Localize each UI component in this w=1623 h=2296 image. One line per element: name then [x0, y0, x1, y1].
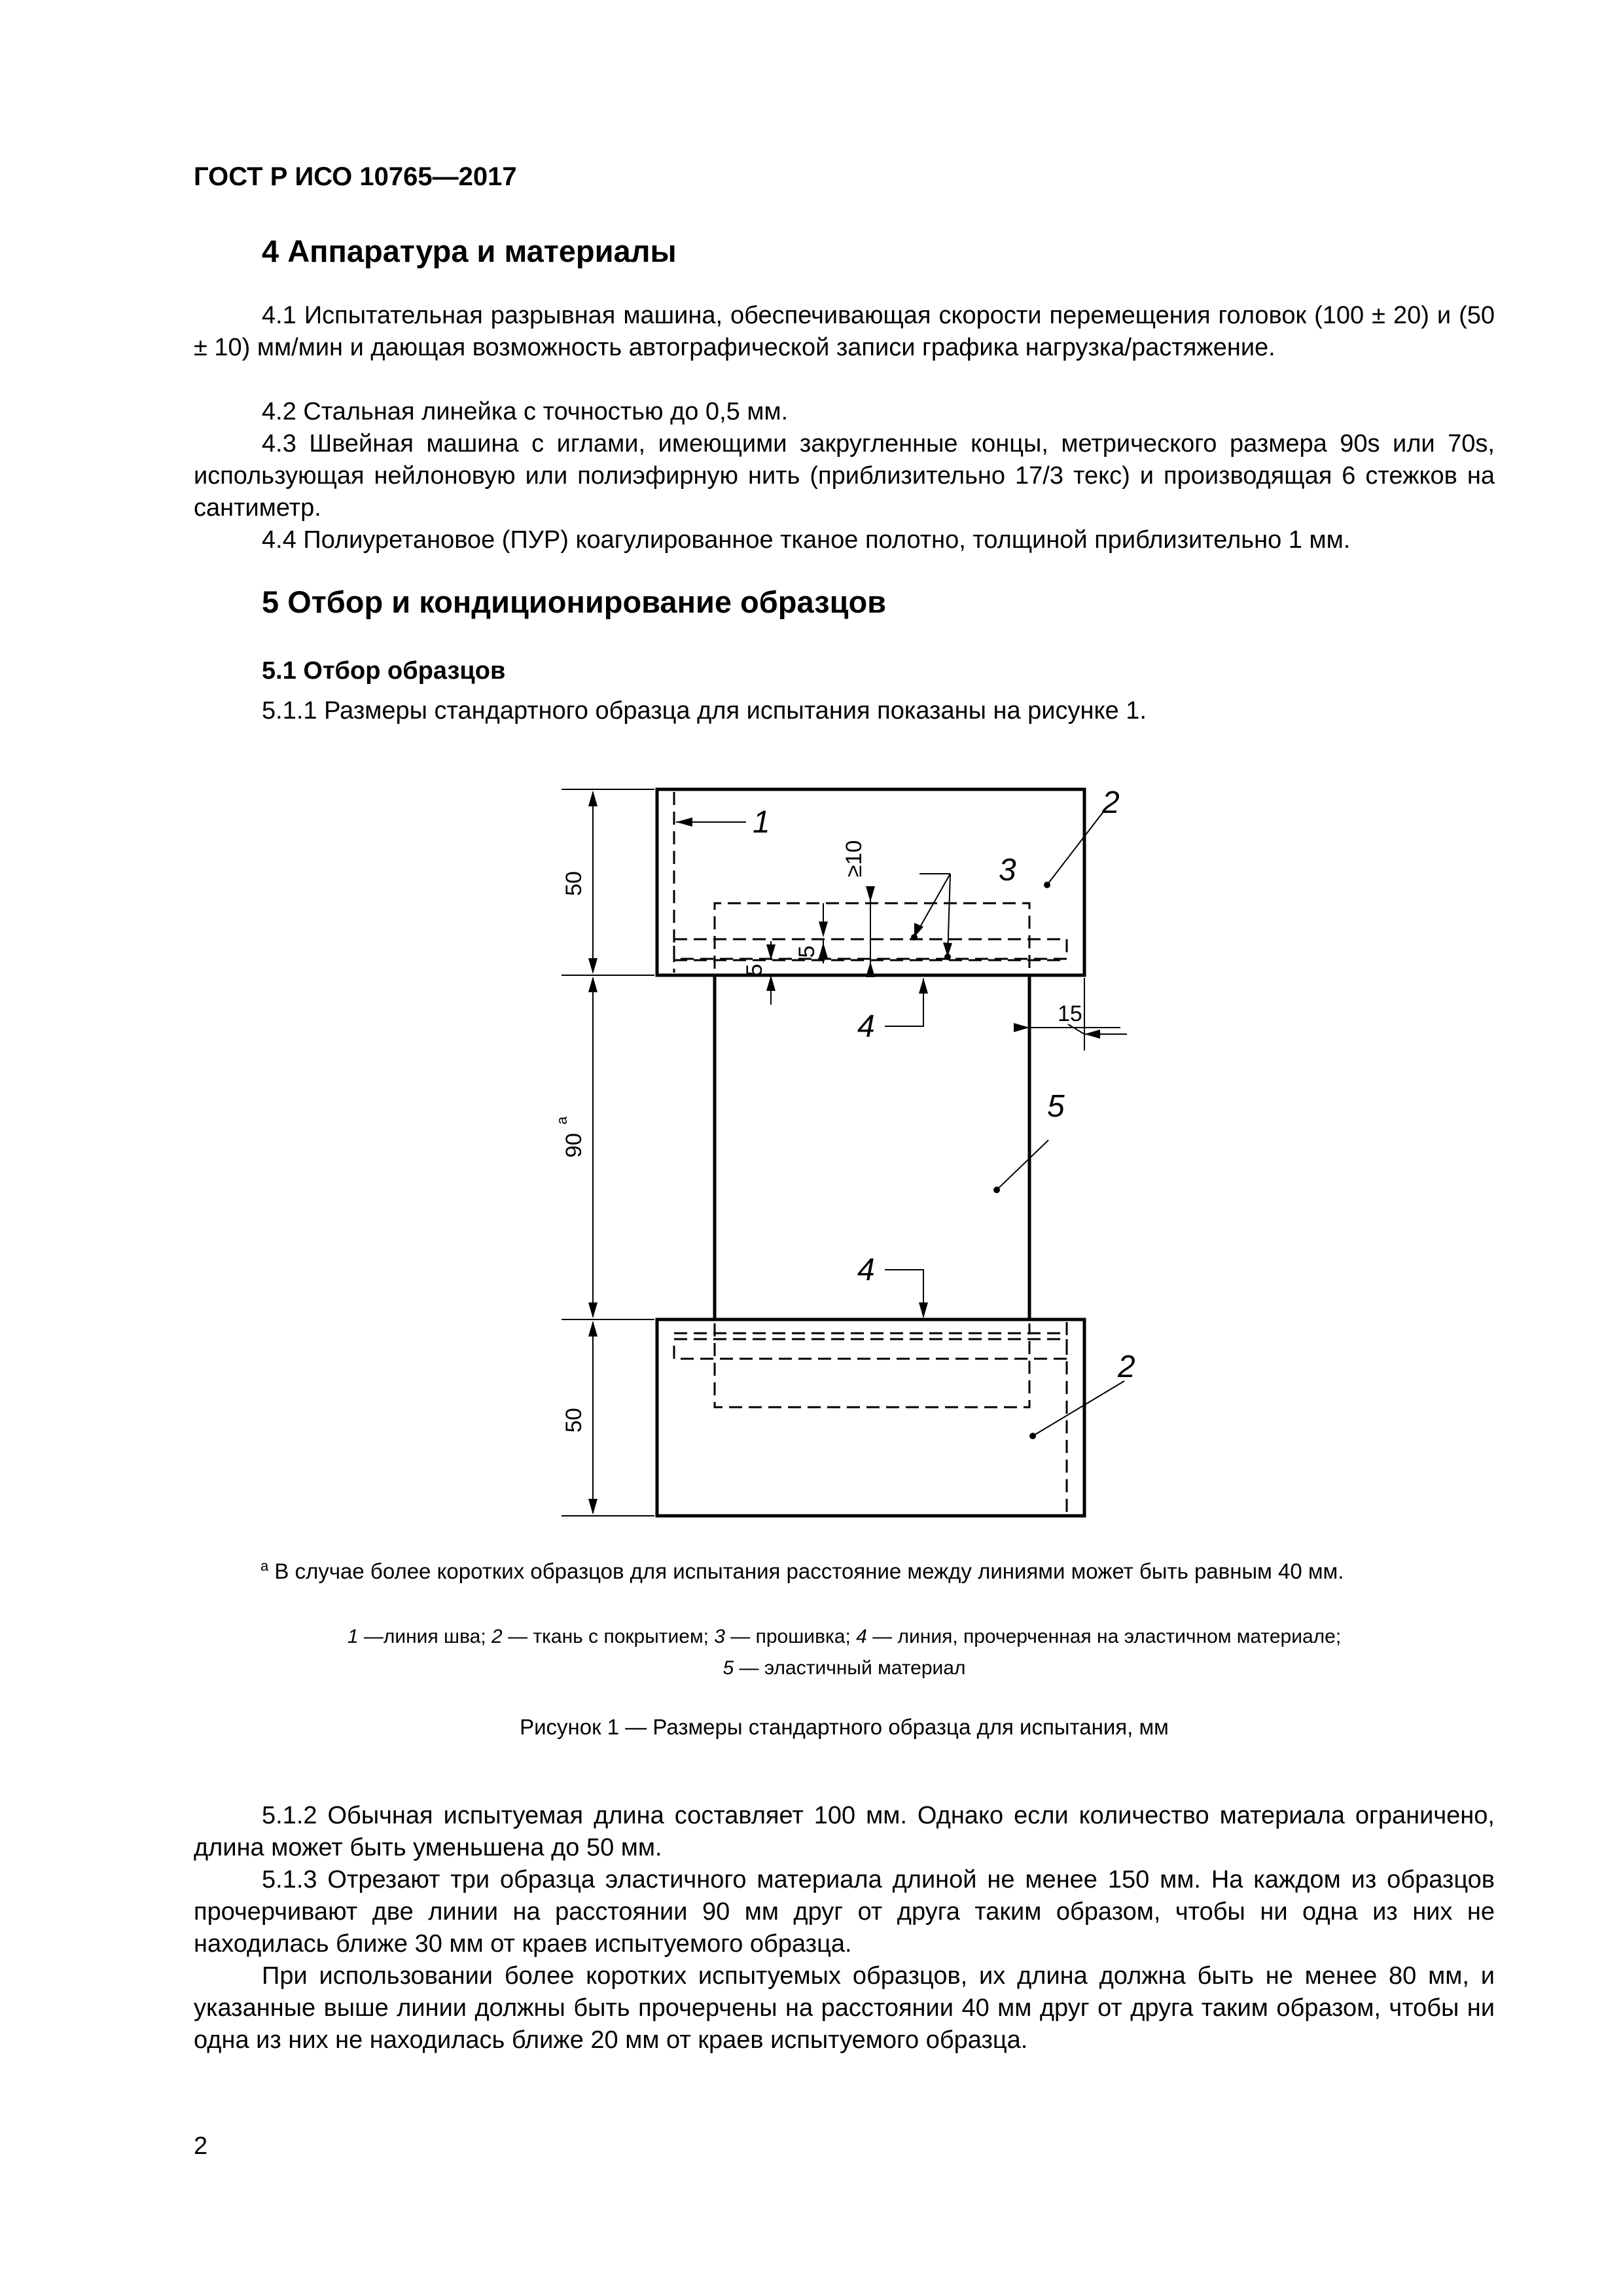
- paragraph-4-4: 4.4 Полиуретановое (ПУР) коагулированное тканое полотно, толщиной приблизительно 1 мм.: [262, 526, 1351, 554]
- note-text: В случае более коротких образцов для испытания расстояние между линиями может быть равным 40 мм.: [274, 1559, 1344, 1583]
- paragraph-4-3: 4.3 Швейная машина с иглами, имеющими закругленные концы, метрического размера 90s или 70s, использующая нейлоновую или полиэфирную нить (приблизительно 17/3 текс) и производящая 6 стежков на сантиметр.: [194, 430, 1495, 522]
- figure-note: [260, 1558, 1344, 1584]
- dim-90: 90: [562, 1133, 586, 1158]
- label-4-top: 4: [857, 1009, 875, 1044]
- dim-10: ≥10: [842, 840, 866, 878]
- leader-4b: [885, 1270, 923, 1317]
- paragraph-5-1-3-cont: При использовании более коротких испытуемых образцов, их длина должна быть не менее 80 мм, и указанные выше линии должны быть прочерчены на расстоянии 40 мм друг от друга таким образом, чтобы ни одна из них не находилась ближе 20 мм от краев испытуемого образца.: [194, 1962, 1495, 2054]
- dim-50-top: 50: [562, 871, 586, 896]
- page-number: 2: [194, 2132, 208, 2160]
- bottom-coated-fabric: [657, 1319, 1084, 1516]
- leader-2a: [1047, 808, 1106, 885]
- paragraph-4-2: 4.2 Стальная линейка с точностью до 0,5 мм.: [262, 398, 789, 425]
- stitch-bottom-strip: [674, 1339, 1067, 1359]
- leader-5: [997, 1140, 1048, 1190]
- key-num-4: 4: [856, 1626, 867, 1647]
- figure-key-line-1: [194, 1621, 1495, 1653]
- paragraph-5-1-2: 5.1.2 Обычная испытуемая длина составляет 100 мм. Однако если количество материала ограничено, длина может быть уменьшена до 50 мм.: [194, 1802, 1495, 1861]
- label-2-top: 2: [1102, 785, 1120, 820]
- key-text-3: — прошивка;: [724, 1626, 857, 1647]
- dim-90-superscript: a: [554, 1116, 570, 1125]
- key-num-3: 3: [714, 1626, 725, 1647]
- label-3: 3: [999, 853, 1016, 888]
- dim-15: 15: [1058, 1001, 1082, 1026]
- label-4-bottom: 4: [857, 1253, 875, 1287]
- dim-5a: 5: [742, 963, 767, 977]
- paragraph-5-1-1: 5.1.1 Размеры стандартного образца для испытания показаны на рисунке 1.: [262, 697, 1147, 725]
- dim-5b: 5: [794, 945, 819, 958]
- key-num-5: 5: [722, 1657, 734, 1679]
- figure-caption: Рисунок 1 — Размеры стандартного образца для испытания, мм: [520, 1715, 1169, 1739]
- figure-arrowheads: [676, 817, 1100, 1439]
- document-id: ГОСТ Р ИСО 10765—2017: [194, 162, 517, 191]
- subsection-5-1-title: 5.1 Отбор образцов: [262, 657, 506, 685]
- key-text-2: — ткань с покрытием;: [502, 1626, 715, 1647]
- section-4-title: 4 Аппаратура и материалы: [262, 234, 677, 268]
- key-text-1: —линия шва;: [358, 1626, 492, 1647]
- figure-key-line-2: [194, 1653, 1495, 1684]
- key-text-4: — линия, прочерченная на эластичном материале;: [866, 1626, 1342, 1647]
- key-num-1: 1: [347, 1626, 359, 1647]
- label-5: 5: [1047, 1089, 1065, 1124]
- key-text-5: — эластичный материал: [734, 1657, 966, 1679]
- section-5-title: 5 Отбор и кондиционирование образцов: [262, 584, 887, 619]
- key-num-2: 2: [491, 1626, 503, 1647]
- leader-2b: [1033, 1381, 1124, 1436]
- paragraph-4-1: 4.1 Испытательная разрывная машина, обеспечивающая скорости перемещения головок (100 ± 20) и (50 ± 10) мм/мин и дающая возможность автографической записи графика нагрузка/растяжение.: [194, 302, 1495, 361]
- leader-4a: [885, 978, 923, 1026]
- label-2-bottom: 2: [1118, 1350, 1135, 1384]
- paragraph-5-1-3: 5.1.3 Отрезают три образца эластичного материала длиной не менее 150 мм. На каждом из образцов прочерчивают две линии на расстоянии 90 мм друг от друга таким образом, чтобы ни одна из них не находилась ближе 30 мм от краев испытуемого образца.: [194, 1866, 1495, 1958]
- label-1: 1: [753, 805, 770, 840]
- stitch-bottom-outline: [715, 1323, 1029, 1407]
- note-superscript: a: [260, 1558, 269, 1574]
- dim-50-bottom: 50: [562, 1408, 586, 1433]
